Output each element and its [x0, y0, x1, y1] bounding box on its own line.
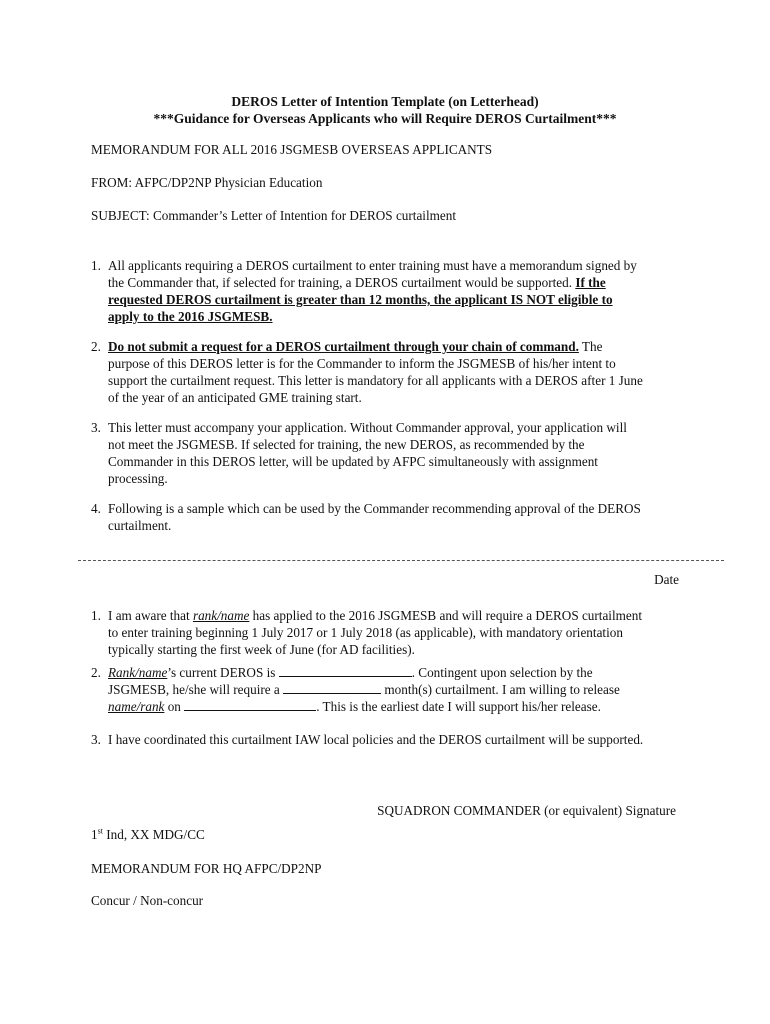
date-label: Date [654, 572, 679, 587]
from-line: FROM: AFPC/DP2NP Physician Education [91, 175, 323, 190]
curtailment-months-blank[interactable] [283, 681, 381, 694]
subject-line: SUBJECT: Commander’s Letter of Intention for DEROS curtailment [91, 208, 456, 223]
guidance-item-1: All applicants requiring a DEROS curtailment to enter training must have a memorandum signed by the Commander that, if selected for training, a DEROS curtailment would be supported. If the requested DEROS curtailment is greater than 12 months, the applicant IS NOT eligible to apply to the 2016 JSGMESB. [108, 258, 637, 324]
signature-line: SQUADRON COMMANDER (or equivalent) Signature [377, 803, 676, 818]
letter-subtitle: ***Guidance for Overseas Applicants who will Require DEROS Curtailment*** [153, 111, 617, 126]
guidance-number: 3. [91, 420, 101, 435]
sample-item-2: Rank/name’s current DEROS is . Contingent upon selection by the JSGMESB, he/she will require a month(s) curtailment. I am willing to release name/rank on . This is the earliest date I will support his/her release. [108, 665, 620, 714]
sample-number: 3. [91, 732, 101, 747]
concur-options: Concur / Non-concur [91, 893, 204, 908]
sample-number: 2. [91, 665, 101, 680]
indorsement-memorandum-for: MEMORANDUM FOR HQ AFPC/DP2NP [91, 861, 322, 876]
deros-date-blank[interactable] [279, 664, 412, 677]
sample-item-1: I am aware that rank/name has applied to the 2016 JSGMESB and will require a DEROS curtailment to enter training beginning 1 July 2017 or 1 July 2018 (as applicable), with mandatory orientation typically starting the first week of June (for AD facilities). [108, 608, 642, 657]
guidance-number: 2. [91, 339, 101, 354]
cut-line-divider [78, 560, 724, 561]
sample-number: 1. [91, 608, 101, 623]
guidance-number: 4. [91, 501, 101, 516]
indorsement-line: 1st Ind, XX MDG/CC [91, 826, 205, 842]
sample-item-3: I have coordinated this curtailment IAW local policies and the DEROS curtailment will be supported. [108, 732, 644, 747]
release-date-blank[interactable] [184, 698, 316, 711]
guidance-item-4: Following is a sample which can be used by the Commander recommending approval of the DEROS curtailment. [108, 501, 641, 533]
memorandum-for-line: MEMORANDUM FOR ALL 2016 JSGMESB OVERSEAS APPLICANTS [91, 142, 493, 157]
guidance-number: 1. [91, 258, 101, 273]
guidance-item-3: This letter must accompany your application. Without Commander approval, your application will not meet the JSGMESB. If selected for training, the new DEROS, as recommended by the Commander in this DEROS letter, will be updated by AFPC simultaneously with assignment processing. [108, 420, 627, 486]
letter-title: DEROS Letter of Intention Template (on Letterhead) [231, 94, 539, 109]
guidance-item-2: Do not submit a request for a DEROS curtailment through your chain of command. The purpose of this DEROS letter is for the Commander to inform the JSGMESB of his/her intent to support the curtailment request. This letter is mandatory for all applicants with a DEROS after 1 June of the year of an anticipated GME training start. [108, 339, 643, 405]
